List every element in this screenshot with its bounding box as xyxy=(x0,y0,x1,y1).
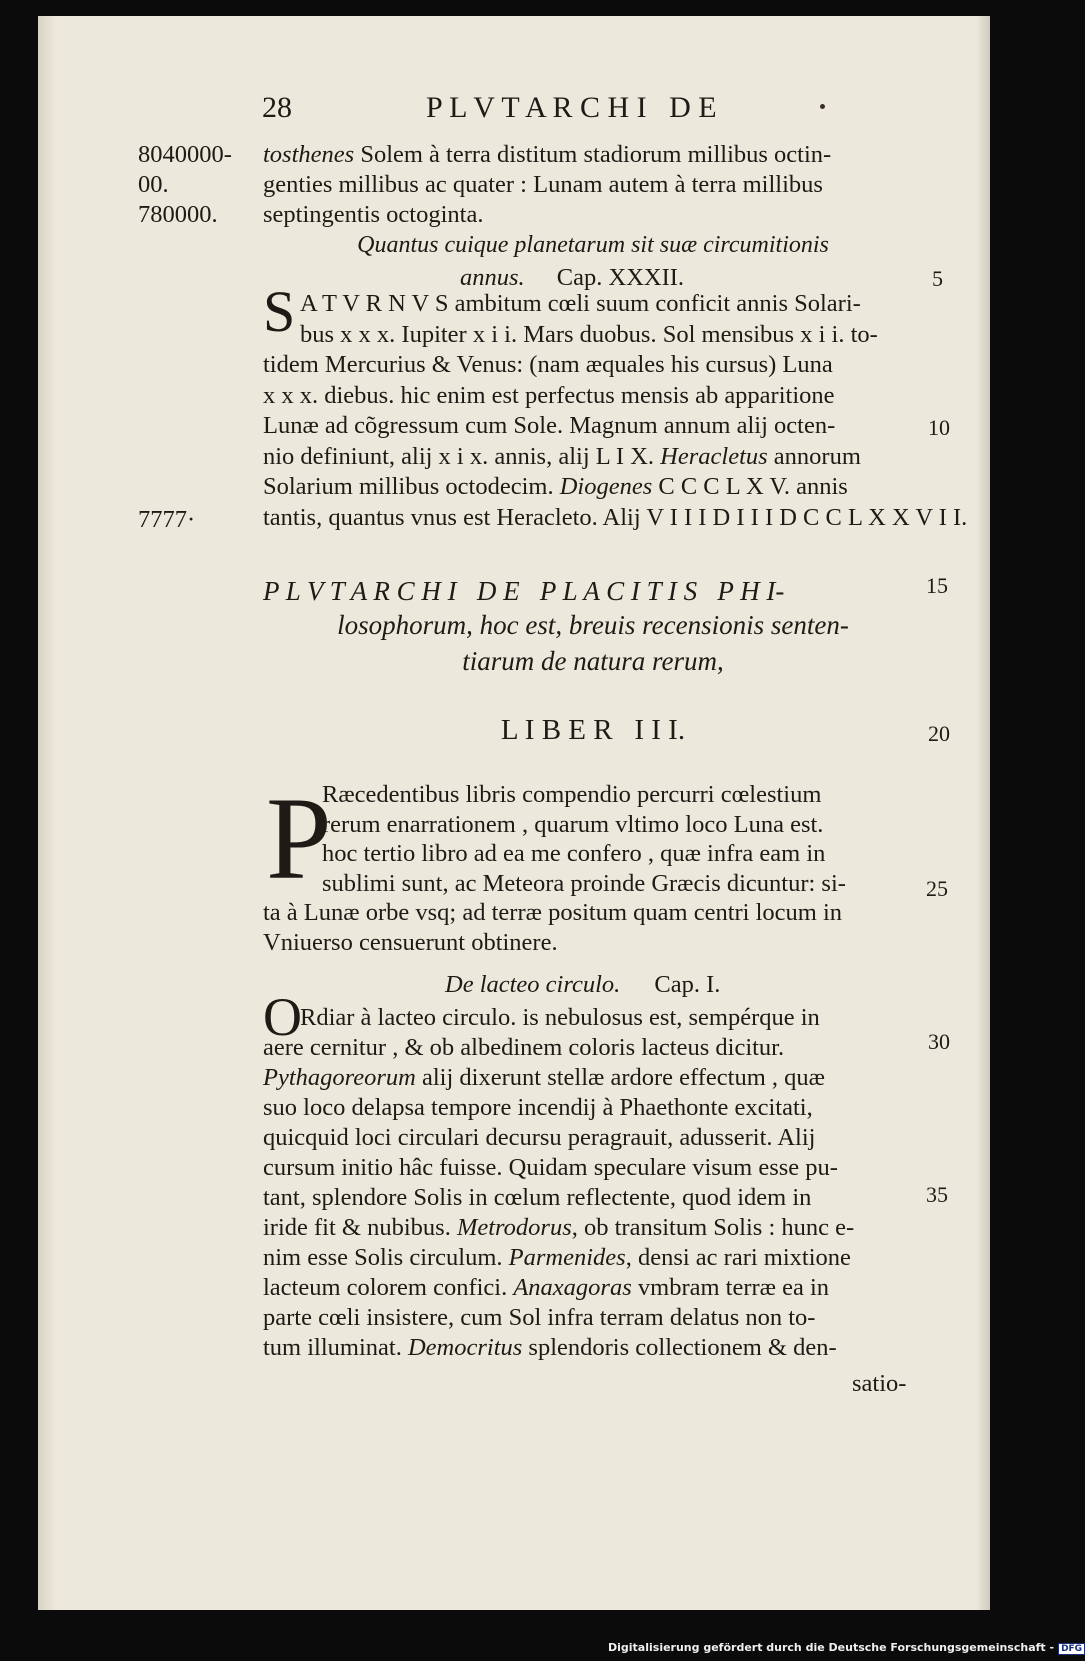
italic-name: Parmenides xyxy=(508,1244,626,1271)
text-line xyxy=(263,1214,854,1242)
text-line xyxy=(263,1064,825,1092)
chapter-heading-xxxii-line1: Quantus cuique planetarum sit suæ circumitionis xyxy=(357,232,829,258)
text-run: ta à Lunæ orbe vsq; ad terræ positum quam centri locum in xyxy=(263,899,843,926)
text-line xyxy=(322,811,823,839)
chapter-heading-i xyxy=(445,969,720,1000)
text-run: quicquid loci circulari decursu peragrauit, adusserit. Alij xyxy=(263,1124,816,1151)
italic-name: tosthenes xyxy=(263,141,355,168)
catchword: satio- xyxy=(852,1370,907,1397)
text-run: x x x. diebus. hic enim est perfectus mensis ab apparitione xyxy=(263,381,835,409)
italic-name: Democritus xyxy=(407,1334,523,1361)
text-run: Solem à terra distitum stadiorum millibus octin- xyxy=(354,141,832,168)
text-run: tidem Mercurius & Venus: (nam æquales his cursus) Luna xyxy=(263,351,833,378)
italic-name: Anaxagoras xyxy=(513,1274,632,1301)
text-line xyxy=(263,1274,829,1302)
text-line xyxy=(300,1004,820,1032)
heading-cap-i: Cap. I. xyxy=(654,971,721,998)
text-line xyxy=(263,1154,838,1182)
text-line xyxy=(263,899,842,927)
text-line xyxy=(263,412,835,440)
text-line xyxy=(263,1034,784,1062)
text-line xyxy=(263,473,848,501)
chapter-heading-xxxii-line2 xyxy=(460,262,684,293)
text-run: , densi ac rari mixtione xyxy=(625,1244,851,1271)
line-number: 25 xyxy=(926,876,948,901)
text-line xyxy=(263,443,861,471)
text-run: cursum initio hâc fuisse. Quidam speculare visum esse pu- xyxy=(263,1154,838,1181)
dfg-logo: DFG xyxy=(1058,1643,1085,1655)
line-number: 20 xyxy=(928,721,950,746)
text-line xyxy=(263,1094,813,1122)
text-run: alij dixerunt stellæ ardore effectum , quæ xyxy=(415,1064,826,1091)
text-run: tantis, quantus vnus est Heracleto. Alij V I I I D I I I D C C L X X V I I. xyxy=(263,503,968,531)
text-line xyxy=(263,504,967,532)
italic-name: Pythagoreorum xyxy=(263,1064,416,1091)
text-run: rerum enarrationem , quarum vltimo loco Luna est. xyxy=(322,810,824,838)
text-run: lacteum colorem confici. xyxy=(263,1274,514,1301)
text-run: A T V R N V S ambitum cœli suum conficit annis Solari- xyxy=(300,290,861,317)
drop-initial-p: P xyxy=(266,773,332,904)
italic-name: Metrodorus xyxy=(456,1214,572,1241)
text-run: vmbram terræ ea in xyxy=(631,1274,830,1301)
drop-initial-o: O xyxy=(263,987,302,1047)
margin-note: 8040000- xyxy=(138,141,232,168)
text-run: Lunæ ad cõgressum cum Sole. Magnum annum alij octen- xyxy=(263,412,836,439)
text-line xyxy=(263,1184,811,1212)
text-run: tant, splendore Solis in cœlum reflectente, quod idem in xyxy=(263,1184,812,1211)
digitization-credit xyxy=(608,1641,1085,1655)
italic-name: Heracletus xyxy=(660,442,768,470)
margin-note: 780000. xyxy=(138,201,218,228)
text-run: tum illuminat. xyxy=(263,1334,408,1361)
text-line xyxy=(263,1334,837,1362)
text-run: nio definiunt, alij x i x. annis, alij L I X. xyxy=(263,442,661,470)
text-run: annorum xyxy=(767,442,861,470)
heading-de-lacteo-circulo: De lacteo circulo. xyxy=(445,971,621,998)
text-run: iride fit & nubibus. xyxy=(263,1214,457,1241)
text-run: hoc tertio libro ad ea me confero , quæ infra eam in xyxy=(322,840,826,867)
line-number: 5 xyxy=(932,266,943,291)
text-line xyxy=(322,870,846,898)
page-gutter-shadow xyxy=(38,16,56,1610)
text-line xyxy=(263,1124,815,1152)
text-run: Vniuerso censuerunt obtinere. xyxy=(263,928,558,956)
text-line xyxy=(263,1244,851,1272)
credit-text: Digitalisierung gefördert durch die Deutsche Forschungsgemeinschaft - xyxy=(608,1641,1055,1654)
line-number: 35 xyxy=(926,1182,948,1207)
line-number: 30 xyxy=(928,1029,950,1054)
text-line xyxy=(263,171,823,199)
text-run: Rdiar à lacteo circulo. is nebulosus est, sempérque in xyxy=(300,1004,820,1031)
line-number: 15 xyxy=(926,573,948,598)
book-title-line2: losophorum, hoc est, breuis recensionis senten- xyxy=(337,610,849,640)
book-title-line3: tiarum de natura rerum, xyxy=(462,646,724,676)
text-line xyxy=(300,321,878,349)
heading-cap-xxxii: Cap. XXXII. xyxy=(556,264,685,291)
text-run: , ob transitum Solis : hunc e- xyxy=(571,1214,855,1241)
text-run: septingentis octoginta. xyxy=(263,201,484,228)
text-line xyxy=(300,290,861,318)
margin-note: 7777· xyxy=(138,506,196,533)
text-line xyxy=(263,201,483,229)
text-line xyxy=(263,351,833,379)
text-run: splendoris collectionem & den- xyxy=(522,1334,837,1361)
text-run: nim esse Solis circulum. xyxy=(263,1244,509,1271)
text-line xyxy=(322,840,825,868)
text-run: bus x x x. Iupiter x i i. Mars duobus. Sol mensibus x i i. to- xyxy=(300,320,878,348)
text-line xyxy=(322,781,821,809)
liber-heading: L I B E R I I I. xyxy=(500,714,686,746)
text-run: suo loco delapsa tempore incendij à Phaethonte excitati, xyxy=(263,1094,813,1121)
page-number: 28 xyxy=(262,91,292,124)
heading-annus: annus. xyxy=(460,264,525,291)
text-run: genties millibus ac quater : Lunam autem à terra millibus xyxy=(263,171,823,198)
text-run: sublimi sunt, ac Meteora proinde Græcis dicuntur: si- xyxy=(322,869,846,897)
running-title: P L V T A R C H I D E xyxy=(426,91,717,124)
text-run: aere cernitur , & ob albedinem coloris lacteus dicitur. xyxy=(263,1034,785,1061)
drop-initial-s: S xyxy=(263,279,296,344)
text-line xyxy=(263,141,831,169)
text-run: parte cœli insistere, cum Sol infra terram delatus non to- xyxy=(263,1304,816,1331)
text-run: C C C L X V. annis xyxy=(652,473,848,500)
page-right-edge xyxy=(976,16,990,1610)
book-title-line1: P L V T A R C H I D E P L A C I T I S P H I- xyxy=(263,576,785,606)
text-line xyxy=(263,1304,815,1332)
line-number: 10 xyxy=(928,415,950,440)
text-run: Ræcedentibus libris compendio percurri cœlestium xyxy=(322,781,822,808)
margin-note: 00. xyxy=(138,171,169,198)
italic-name: Diogenes xyxy=(559,473,653,500)
text-line xyxy=(263,382,835,410)
ink-speck xyxy=(820,104,825,109)
text-line xyxy=(263,929,558,957)
text-run: Solarium millibus octodecim. xyxy=(263,473,560,500)
